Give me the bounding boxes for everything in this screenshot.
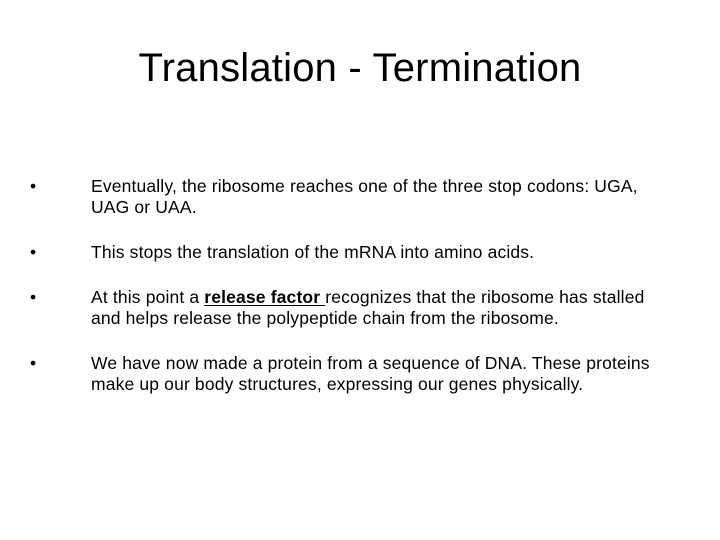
bullet-list [30, 176, 670, 395]
bullet-item-translation-stops [30, 242, 670, 263]
bullet-item-release-factor [30, 287, 670, 329]
release-factor-term: release factor [204, 287, 326, 307]
bullet-item-protein-summary [30, 353, 670, 395]
bullet-text-after: recognizes that the ribosome has stalled and helps release the polypeptide chain from the ribosome. [91, 287, 645, 328]
bullet-text: Eventually, the ribosome reaches one of the three stop codons: UGA, UAG or UAA. [91, 176, 638, 217]
slide-title: Translation - Termination [138, 46, 582, 90]
bullet-marker: • [30, 287, 37, 307]
bullet-marker: • [30, 353, 37, 373]
bullet-item-stop-codons [30, 176, 670, 218]
bullet-marker: • [30, 242, 37, 262]
bullet-text: This stops the translation of the mRNA into amino acids. [91, 242, 535, 262]
bullet-text: We have now made a protein from a sequence of DNA. These proteins make up our body structures, expressing our genes physically. [91, 353, 650, 394]
bullet-text-before: At this point a [91, 287, 205, 307]
bullet-marker: • [30, 176, 37, 196]
